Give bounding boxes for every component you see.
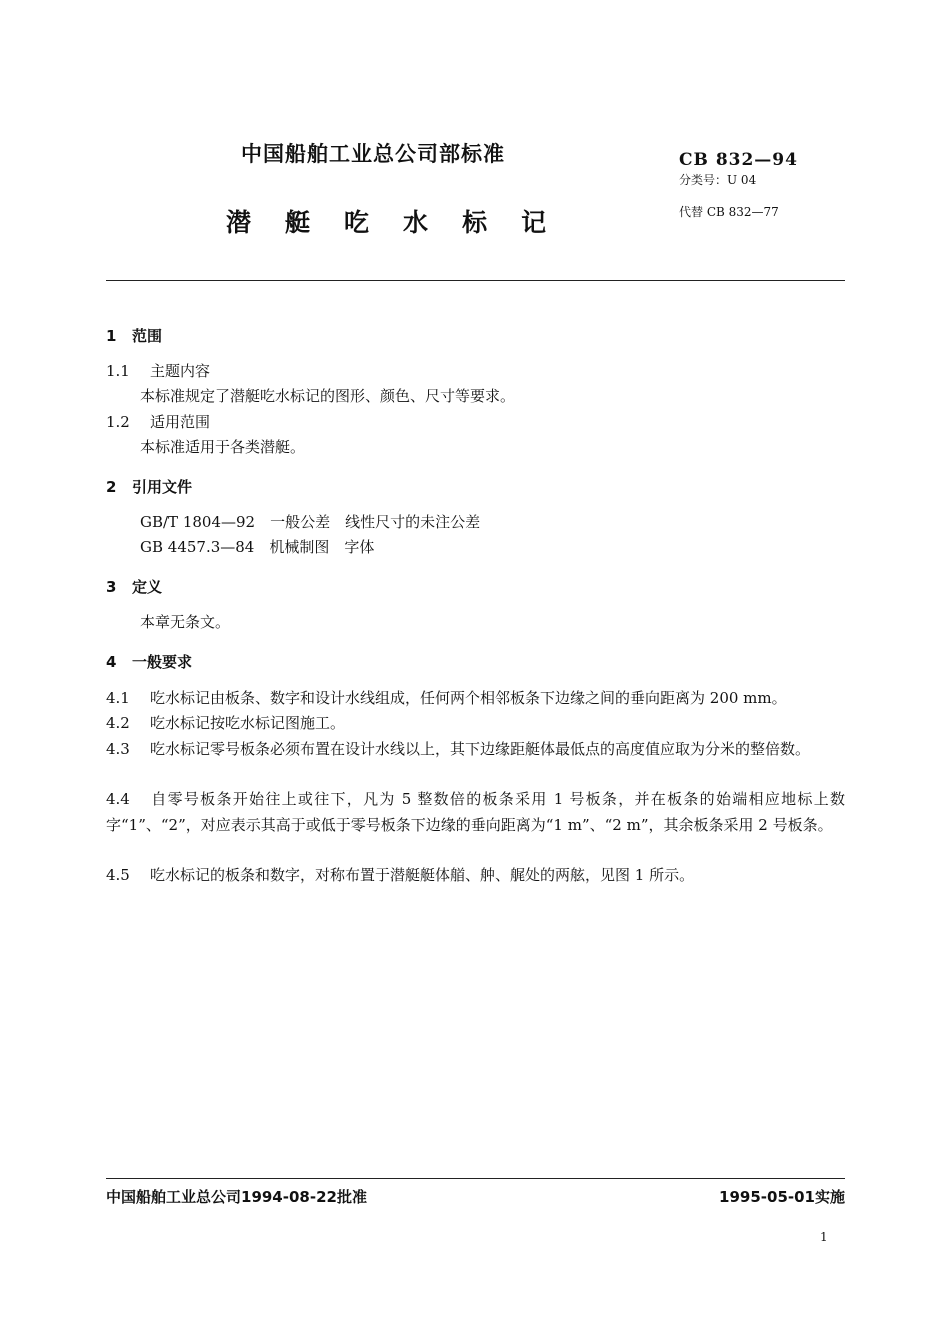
section-3-heading: 3 定义: [106, 578, 163, 596]
issuing-organization: 中国船舶工业总公司部标准: [241, 141, 505, 166]
clause-4-5: 4.5 吃水标记的板条和数字，对称布置于潜艇艇体艏、舯、艉处的两舷，见图 1 所示。: [106, 866, 695, 884]
section-2-heading: 2 引用文件: [106, 478, 193, 496]
title-char: 记: [521, 208, 547, 237]
clause-4-4: 4.4 自零号板条开始往上或往下，凡为 5 整数倍的板条采用 1 号板条，并在板条的始端相应地标上数字“1”、“2”，对应表示其高于或低于零号板条下边缘的垂向距离为“1 m”、“2 m”，其余板条采用 2 号板条。: [106, 790, 845, 834]
page-number: 1: [820, 1230, 828, 1244]
reference-item: GB 4457.3—84 机械制图 字体: [140, 538, 375, 556]
replaces-standard: 代替 CB 832—77: [679, 205, 779, 219]
standard-code: CB 832—94: [679, 150, 798, 170]
section-1-1-heading: 1.1 主题内容: [106, 362, 211, 380]
section-1-heading: 1 范围: [106, 327, 163, 345]
title-char: 标: [462, 208, 488, 237]
title-char: 水: [403, 208, 429, 237]
approval-statement: 中国船舶工业总公司1994-08-22批准: [106, 1188, 367, 1206]
header-divider: [106, 280, 845, 281]
title-char: 艇: [285, 208, 311, 237]
section-1-2-heading: 1.2 适用范围: [106, 413, 211, 431]
section-1-1-text: 本标准规定了潜艇吃水标记的图形、颜色、尺寸等要求。: [140, 387, 516, 405]
document-title: [226, 203, 546, 239]
effective-date: 1995-05-01实施: [719, 1188, 845, 1206]
section-4-heading: 4 一般要求: [106, 653, 193, 671]
title-char: 吃: [344, 208, 370, 237]
classification-number: 分类号：U 04: [679, 173, 757, 187]
clause-4-2: 4.2 吃水标记按吃水标记图施工。: [106, 714, 346, 732]
reference-item: GB/T 1804—92 一般公差 线性尺寸的未注公差: [140, 513, 481, 531]
clause-4-3: 4.3 吃水标记零号板条必须布置在设计水线以上，其下边缘距艇体最低点的高度值应取为分米的整倍数。: [106, 740, 811, 758]
section-1-2-text: 本标准适用于各类潜艇。: [140, 438, 306, 456]
clause-4-1: 4.1 吃水标记由板条、数字和设计水线组成，任何两个相邻板条下边缘之间的垂向距离为 200 mm。: [106, 689, 787, 707]
title-char: 潜: [226, 208, 252, 237]
section-3-text: 本章无条文。: [140, 613, 231, 631]
footer-divider: [106, 1178, 845, 1179]
